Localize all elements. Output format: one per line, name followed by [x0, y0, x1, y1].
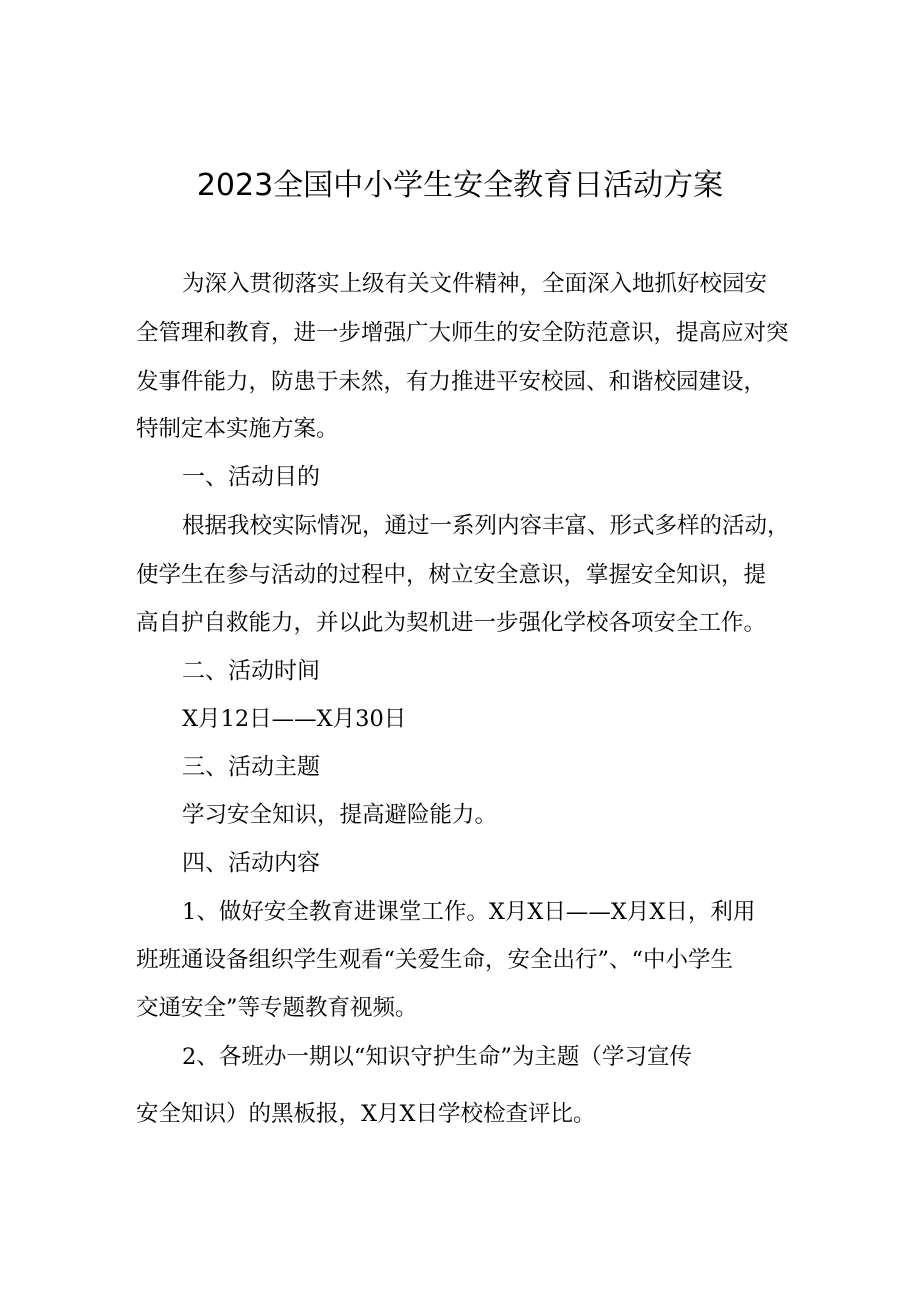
- intro-line-3: 发事件能力，防患于未然，有力推进平安校园、和谐校园建设，: [136, 369, 767, 395]
- section-1-line-1: 根据我校实际情况，通过一系列内容丰富、形式多样的活动，: [182, 513, 790, 539]
- intro-line-4: 特制定本实施方案。: [136, 416, 339, 442]
- section-3-text: 学习安全知识，提高避险能力。: [182, 802, 498, 828]
- section-4-item-2-line-2: 安全知识）的黑板报，X月X日学校检查评比。: [136, 1101, 596, 1127]
- intro-line-1: 为深入贯彻落实上级有关文件精神，全面深入地抓好校园安: [182, 271, 768, 297]
- section-3-heading: 三、活动主题: [182, 754, 320, 780]
- section-1-heading: 一、活动目的: [182, 464, 320, 490]
- section-2-text: X月12日——X月30日: [182, 706, 407, 732]
- document-title: 2023全国中小学生安全教育日活动方案: [196, 168, 724, 203]
- section-4-item-1-line-1: 1、做好安全教育进课堂工作。X月X日——X月X日，利用: [182, 899, 756, 925]
- section-1-line-3: 高自护自救能力，并以此为契机进一步强化学校各项安全工作。: [136, 610, 767, 636]
- section-4-item-2-line-1: 2、各班办一期以“知识守护生命”为主题（学习宣传: [182, 1044, 692, 1070]
- intro-line-2: 全管理和教育，进一步增强广大师生的安全防范意识，提高应对突: [136, 320, 789, 346]
- section-4-heading: 四、活动内容: [182, 850, 320, 876]
- section-1-line-2: 使学生在参与活动的过程中，树立安全意识，掌握安全知识，提: [136, 562, 767, 588]
- section-2-heading: 二、活动时间: [182, 658, 320, 684]
- section-4-item-1-line-2: 班班通设备组织学生观看“关爱生命，安全出行”、“中小学生: [136, 947, 734, 973]
- section-4-item-1-line-3: 交通安全”等专题教育视频。: [136, 995, 418, 1021]
